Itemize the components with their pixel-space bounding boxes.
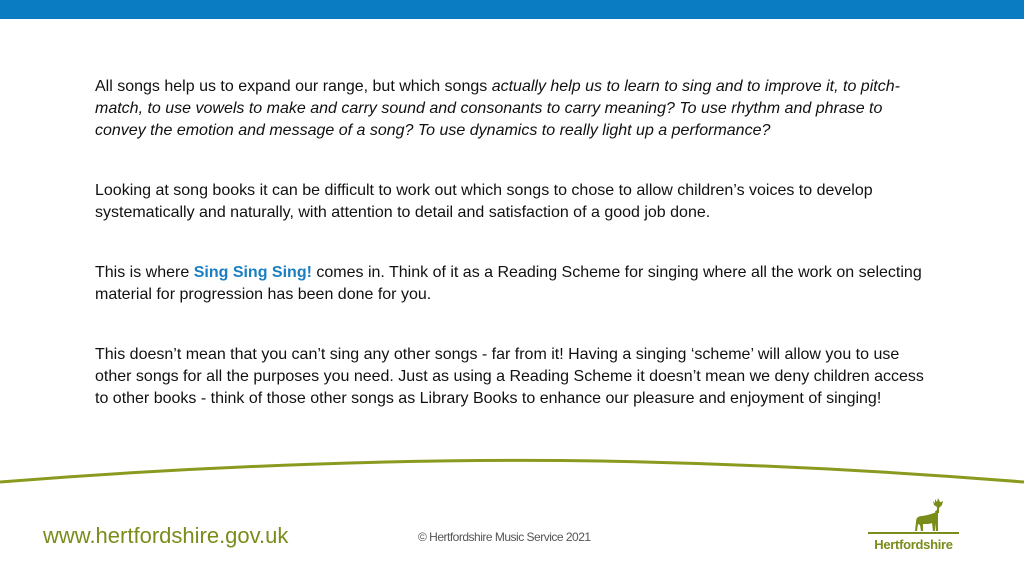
paragraph-sing-sing-sing xyxy=(95,262,935,306)
paragraph-sing-before: This is where xyxy=(95,264,194,281)
footer-copyright: © Hertfordshire Music Service 2021 xyxy=(418,530,591,544)
stag-icon xyxy=(866,498,961,538)
paragraph-sing-after: comes in. Think of it as a Reading Scheme for singing where all the work on selecting material for progression has been done for you. xyxy=(95,264,922,303)
footer-website-url: www.hertfordshire.gov.uk xyxy=(43,523,289,548)
paragraph-range-italic: actually help us to learn to sing and to improve it, to pitch-match, to use vowels to make and carry sound and consonants to carry meaning? To use rhythm and phrase to convey the emotion and message of a song? To use dynamics to really light up a performance? xyxy=(95,78,900,139)
paragraph-song-books: Looking at song books it can be difficult to work out which songs to chose to allow children’s voices to develop systematically and naturally, with attention to detail and satisfaction of a good job done. xyxy=(95,182,873,221)
brand-name: Sing Sing Sing! xyxy=(193,264,312,281)
slide-body xyxy=(95,76,935,410)
top-banner xyxy=(0,0,1024,19)
paragraph-range xyxy=(95,76,935,142)
paragraph-range-plain: All songs help us to expand our range, but which songs xyxy=(95,78,492,95)
logo-wordmark: Hertfordshire xyxy=(874,537,953,552)
wave-divider xyxy=(0,452,1024,492)
hertfordshire-logo xyxy=(866,498,961,556)
paragraph-other-songs: This doesn’t mean that you can’t sing any other songs - far from it! Having a singing ‘scheme’ will allow you to use other songs for all the purposes you need. Just as using a Reading Scheme it doesn’t mean we deny children access to other books - think of those other songs as Library Books to enhance our pleasure and enjoyment of singing! xyxy=(95,346,924,407)
